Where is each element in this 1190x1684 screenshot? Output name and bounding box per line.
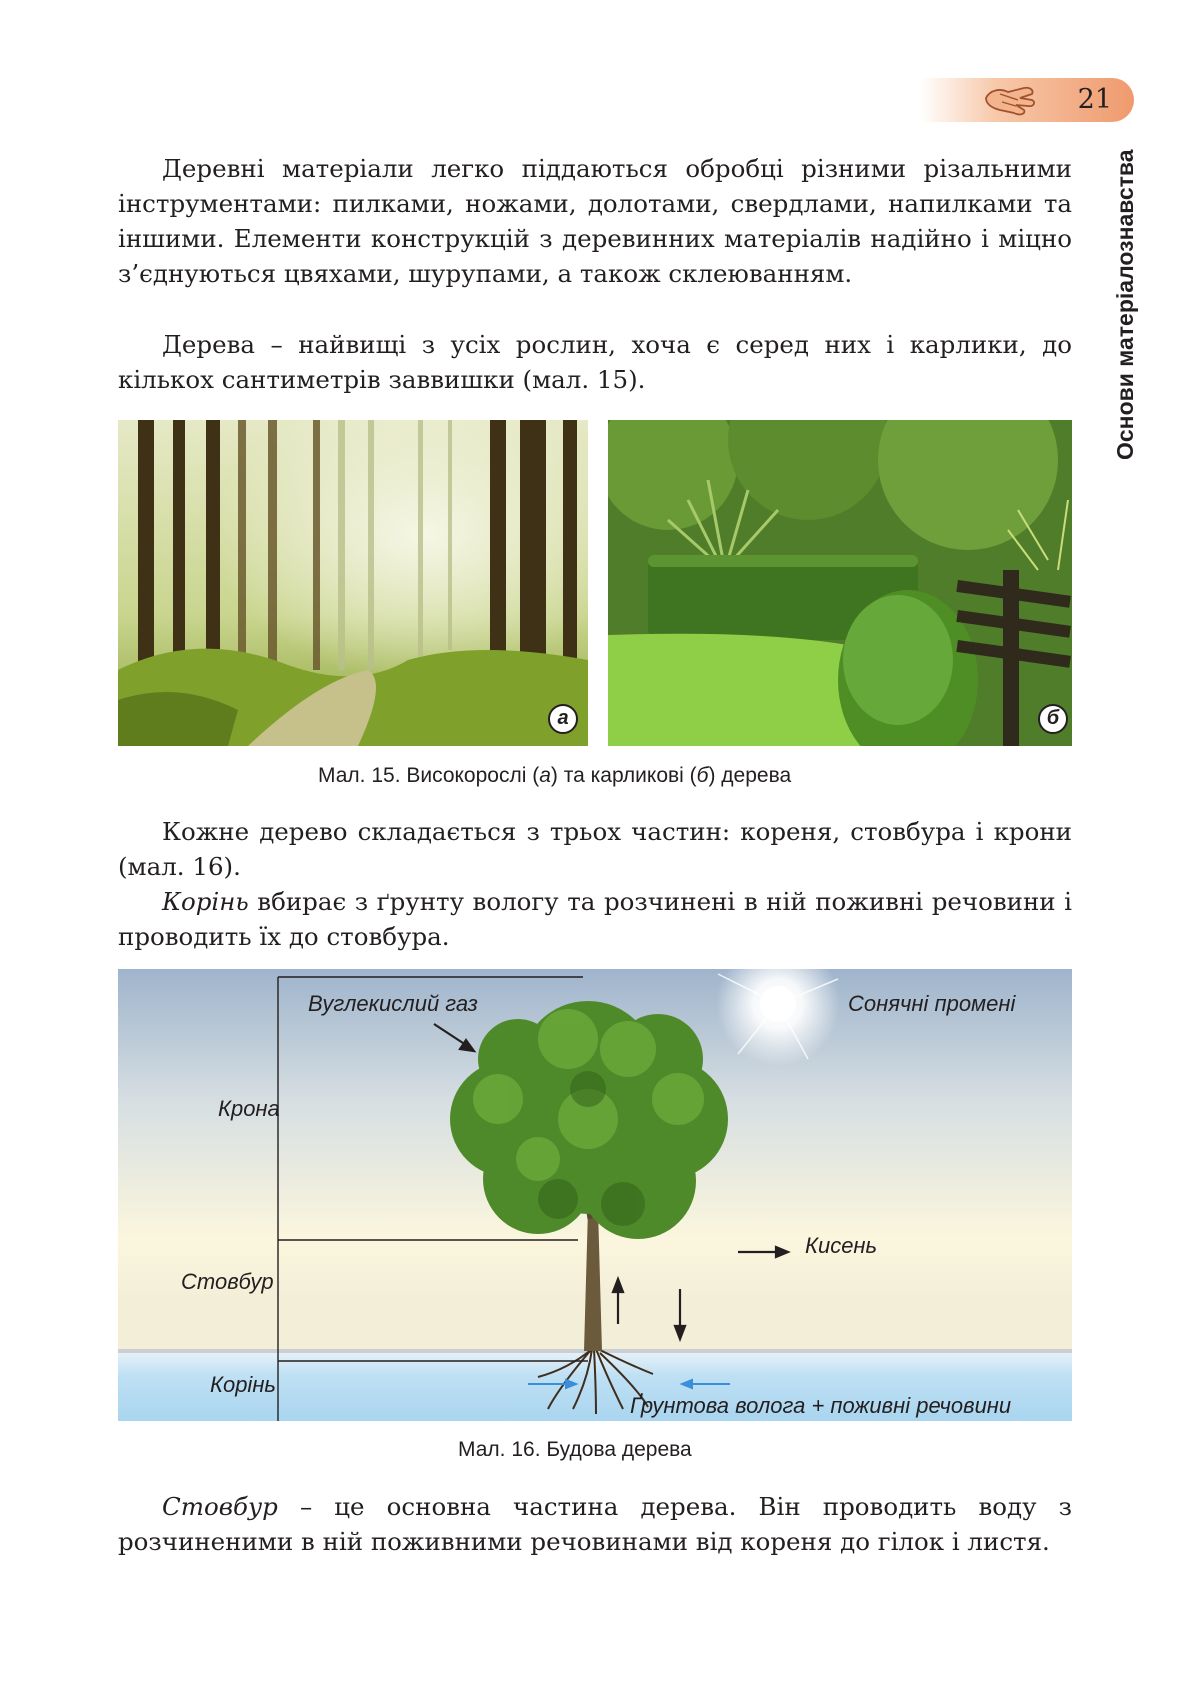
photo-tall-forest: [118, 420, 588, 746]
label-root: Корінь: [210, 1372, 276, 1397]
label-trunk: Стовбур: [181, 1269, 274, 1294]
label-co2: Вуглекислий газ: [308, 991, 478, 1016]
term-trunk: Стовбур: [162, 1492, 278, 1521]
badge-b: б: [1038, 704, 1068, 734]
paragraph-trunk: Стовбур – це основна частина дерева. Він проводить воду з розчиненими в ній поживними речовинами від кореня до гілок і листя.: [118, 1492, 1072, 1556]
badge-a: а: [548, 704, 578, 734]
paragraph-materials: Деревні матеріали легко піддаються обробці різними різальними інструментами: пилками, ножами, долотами, свердлами, напилками та іншими. Елементи конструкцій з деревинних матеріалів надійно і міцно з’єднуються цвяхами, шурупами, а також склеюванням.: [118, 154, 1072, 288]
paragraph-tree-parts: Кожне дерево складається з трьох частин: кореня, стовбура і крони (мал. 16).: [118, 817, 1072, 881]
page-number-tab: [920, 78, 1134, 122]
photo-hedge-garden: [608, 420, 1078, 746]
hand-tools-icon: [980, 80, 1042, 120]
section-title: Основи матеріалознавства: [1112, 149, 1138, 460]
label-oxygen: Кисень: [805, 1233, 878, 1258]
tree-structure-diagram: [118, 969, 1072, 1421]
figure15-caption: Мал. 15. Високорослі (а) та карликові (б) дерева: [318, 764, 792, 787]
term-root: Корінь: [162, 887, 249, 916]
label-sun-rays: Сонячні промені: [848, 991, 1016, 1016]
label-crown: Крона: [218, 1096, 280, 1121]
label-soil-moisture: Ґрунтова волога + поживні речовини: [630, 1393, 1012, 1418]
figure16-caption: Мал. 16. Будова дерева: [458, 1438, 692, 1461]
paragraph-root: Корінь вбирає з ґрунту вологу та розчинені в ній поживні речовини і проводить їх до стовбура.: [118, 887, 1072, 951]
paragraph-trees-height: Дерева – найвищі з усіх рослин, хоча є серед них і карлики, до кількох сантиметрів заввишки (мал. 15).: [118, 330, 1072, 394]
page-number: 21: [1077, 84, 1112, 115]
